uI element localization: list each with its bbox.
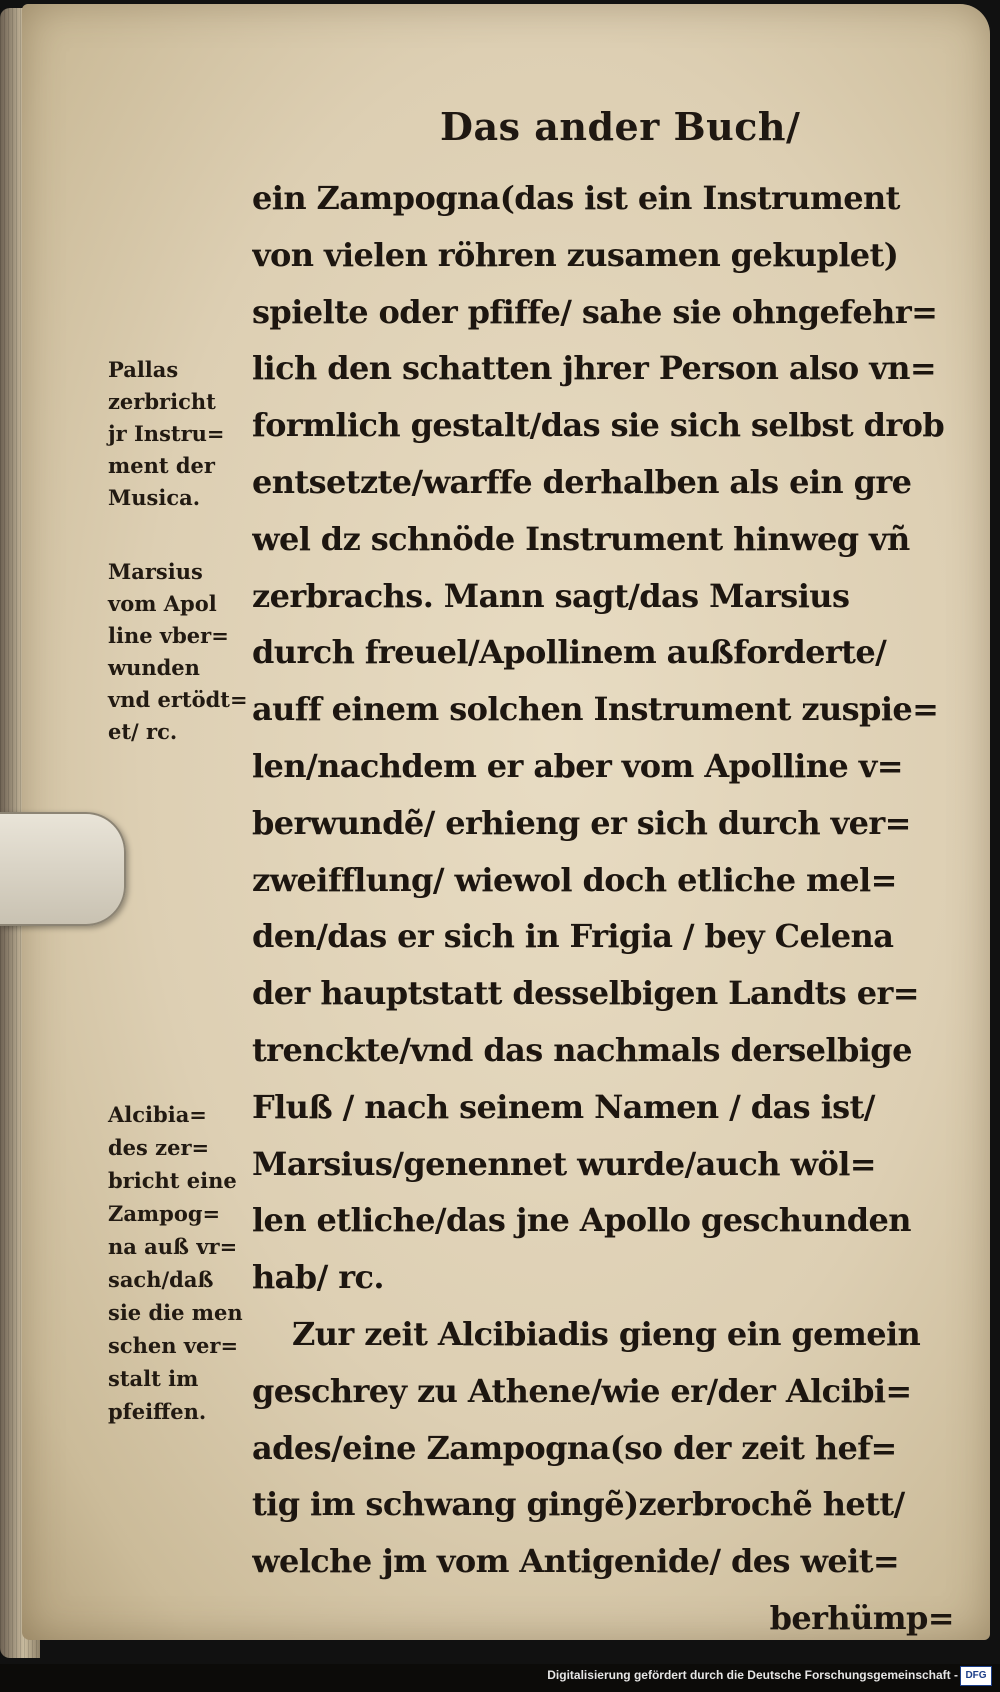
dfg-logo: DFG (960, 1666, 992, 1686)
text-line: ades/eine Zampogna(so der zeit hef= (252, 1428, 897, 1467)
margin-note-line: et/ rc. (108, 719, 178, 744)
text-line: wel dz schnöde Instrument hinweg vñ (252, 519, 910, 558)
catchword: berhümp= (769, 1598, 954, 1637)
margin-note-pallas (108, 354, 258, 514)
margin-note-marsius (108, 556, 258, 748)
text-line: formlich gestalt/das sie sich selbst drob (252, 406, 945, 445)
text-line: auff einem solchen Instrument zuspie= (252, 690, 939, 729)
text-line: zweifflung/ wiewol doch etliche mel= (252, 860, 897, 899)
margin-note-line: schen ver= (108, 1333, 239, 1358)
text-line: der hauptstatt desselbigen Landts er= (252, 974, 919, 1013)
margin-note-line: ment der (108, 453, 215, 478)
margin-note-line: sie die men (108, 1300, 243, 1325)
text-line: entsetzte/warffe derhalben als ein gre (252, 462, 912, 501)
margin-note-line: vom Apol (108, 591, 217, 616)
text-line: Fluß / nach seinem Namen / das ist/ (252, 1087, 875, 1126)
text-line: Zur zeit Alcibiadis gieng ein gemein (292, 1314, 921, 1353)
margin-note-alcibiades (108, 1098, 258, 1428)
text-line: welche jm vom Antigenide/ des weit= (252, 1542, 900, 1581)
margin-note-line: Musica. (108, 485, 201, 510)
text-line: trenckte/vnd das nachmals derselbige (252, 1030, 912, 1069)
text-line: ein Zampogna(das ist ein Instrument (252, 179, 900, 217)
text-line: geschrey zu Athene/wie er/der Alcibi= (252, 1371, 912, 1410)
text-line: lich den schatten jhrer Person also vn= (252, 349, 937, 388)
text-line: hab/ rc. (252, 1258, 384, 1297)
text-line: tig im schwang gingẽ)zerbrochẽ hett/ (252, 1485, 905, 1524)
margin-note-line: vnd ertödt= (108, 687, 248, 712)
margin-note-line: stalt im (108, 1366, 199, 1391)
margin-note-line: jr Instru= (108, 421, 225, 446)
text-line: durch freuel/Apollinem außforderte/ (252, 633, 887, 672)
margin-note-line: Zampog= (108, 1201, 221, 1226)
margin-note-line: Pallas (108, 357, 179, 382)
text-line: den/das er sich in Frigia / bey Celena (252, 917, 894, 956)
margin-note-line: line vber= (108, 623, 229, 648)
margin-note-line: des zer= (108, 1135, 210, 1160)
text-line: zerbrachs. Mann sagt/das Marsius (252, 576, 850, 615)
margin-note-line: sach/daß (108, 1267, 214, 1292)
funding-credit: Digitalisierung gefördert durch die Deutsche Forschungsgemeinschaft - (547, 1668, 958, 1682)
text-line: len/nachdem er aber vom Apolline v= (252, 746, 903, 785)
margin-note-line: wunden (108, 655, 200, 680)
text-line: berwundẽ/ erhieng er sich durch ver= (252, 803, 911, 842)
margin-note-line: Marsius (108, 559, 203, 584)
margin-note-line: zerbricht (108, 389, 216, 414)
main-text-block (252, 170, 972, 1647)
margin-note-line: Alcibia= (108, 1102, 207, 1127)
running-head: Das ander Buch/ (440, 104, 801, 149)
margin-note-line: na auß vr= (108, 1234, 238, 1259)
margin-note-line: pfeiffen. (108, 1399, 207, 1424)
text-line: von vielen röhren zusamen gekuplet) (252, 235, 899, 274)
text-line: len etliche/das jne Apollo geschunden (252, 1201, 911, 1240)
margin-note-line: bricht eine (108, 1168, 237, 1193)
text-line: spielte oder pfiffe/ sahe sie ohngefehr= (252, 292, 938, 331)
text-line: Marsius/genennet wurde/auch wöl= (252, 1144, 876, 1183)
page-clip (0, 812, 126, 926)
